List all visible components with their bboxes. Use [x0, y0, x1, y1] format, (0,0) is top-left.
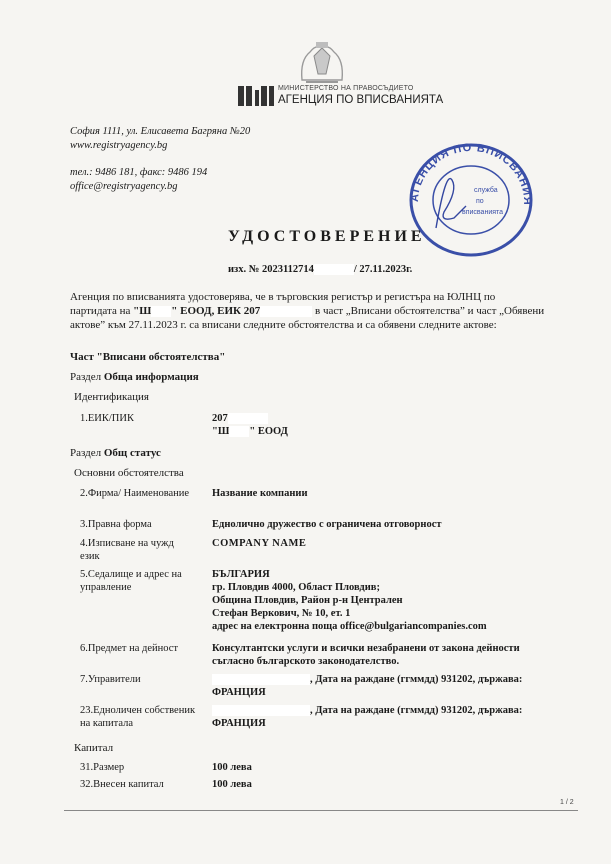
document-title: УДОСТОВЕРЕНИЕ — [228, 228, 426, 245]
row-value-owner: , Дата на раждане (ггммдд) 931202, държава: ФРАНЦИЯ — [212, 705, 523, 729]
stamp-ring-text: АГЕНЦИЯ ПО ВПИСВАНИЯ — [408, 141, 534, 206]
row-label-company: 2.Фирма/ Наименование — [80, 488, 190, 499]
subsection-identification: Идентификация — [74, 391, 149, 403]
row-label-legal-form: 3.Правна форма — [80, 519, 152, 530]
row-label-foreign-name: 4.Изписване на чужд език — [80, 538, 174, 562]
row-value-managers: , Дата на раждане (ггммдд) 931202, държава: ФРАНЦИЯ — [212, 674, 523, 698]
section-capital: Капитал — [74, 742, 114, 754]
row-value-company: Название компании — [212, 488, 308, 499]
row-value-activity: Консултантски услуги и всички незабранени от закона дейности съгласно българското законодателство. — [212, 643, 520, 667]
intro-line-1: Агенция по вписванията удостоверява, че в търговския регистър и регистъра на ЮЛНЦ по — [70, 291, 496, 303]
row-label-owner: 23.Едноличен собственик на капитала — [80, 705, 196, 729]
footer-rule — [64, 810, 578, 811]
agency-email: office@registryagency.bg — [70, 181, 178, 192]
row-value-capital-size: 100 лева — [212, 762, 252, 773]
svg-text:АГЕНЦИЯ ПО ВПИСВАНИЯТА — [396, 140, 533, 206]
subsection-main-circumstances: Основни обстоятелства — [74, 467, 184, 479]
row-label-activity: 6.Предмет на дейност — [80, 643, 178, 654]
row-value-capital-paid: 100 лева — [212, 779, 252, 790]
intro-line-3: актове” към 27.11.2023 г. са вписани следните обстоятелства и са обявени следните актове: — [70, 319, 497, 331]
stamp-center-1: служба — [474, 187, 498, 194]
page-number: 1 / 2 — [560, 799, 574, 806]
coat-of-arms-logo — [296, 40, 348, 86]
row-label-capital-size: 31.Размер — [80, 762, 125, 773]
ministry-line: МИНИСТЕРСТВО НА ПРАВОСЪДИЕТО — [278, 85, 414, 92]
agency-phone: тел.: 9486 181, факс: 9486 194 — [70, 167, 208, 178]
row-value-legal-form: Еднолично дружество с ограничена отговорност — [212, 519, 442, 530]
row-label-eik: 1.ЕИК/ПИК — [80, 413, 134, 424]
agency-pillars-icon — [238, 84, 274, 106]
reference-number: изх. № 2023112714 / 27.11.2023г. — [228, 264, 413, 275]
row-value-seat: БЪЛГАРИЯ гр. Пловдив 4000, Област Пловдив; Община Пловдив, Район р-н Централен Стефан Веркович, № 10, ет. 1 адрес на електронна поща office@bulgariancompanies.com — [212, 569, 487, 632]
row-label-managers: 7.Управители — [80, 674, 141, 685]
agency-address: София 1111, ул. Елисавета Багряна №20 — [70, 126, 251, 137]
section-general-status: Раздел Общ статус — [70, 447, 161, 459]
row-label-capital-paid: 32.Внесен капитал — [80, 779, 164, 790]
part-title: Част "Вписани обстоятелства" — [70, 351, 226, 363]
row-value-foreign-name: COMPANY NAME — [212, 538, 307, 549]
row-label-seat: 5.Седалище и адрес на управление — [80, 569, 182, 593]
row-value-eik: 207 "Ш " ЕООД — [212, 413, 288, 437]
section-general-info: Раздел Обща информация — [70, 371, 199, 383]
agency-website: www.registryagency.bg — [70, 140, 168, 151]
intro-line-2: партидата на "Ш " ЕООД, ЕИК 207 в част „Вписани обстоятелства” и част „Обявени — [70, 305, 545, 317]
stamp-center-3: вписванията — [462, 209, 504, 216]
agency-line: АГЕНЦИЯ ПО ВПИСВАНИЯТА — [278, 94, 444, 106]
stamp-center-2: по — [476, 198, 484, 205]
